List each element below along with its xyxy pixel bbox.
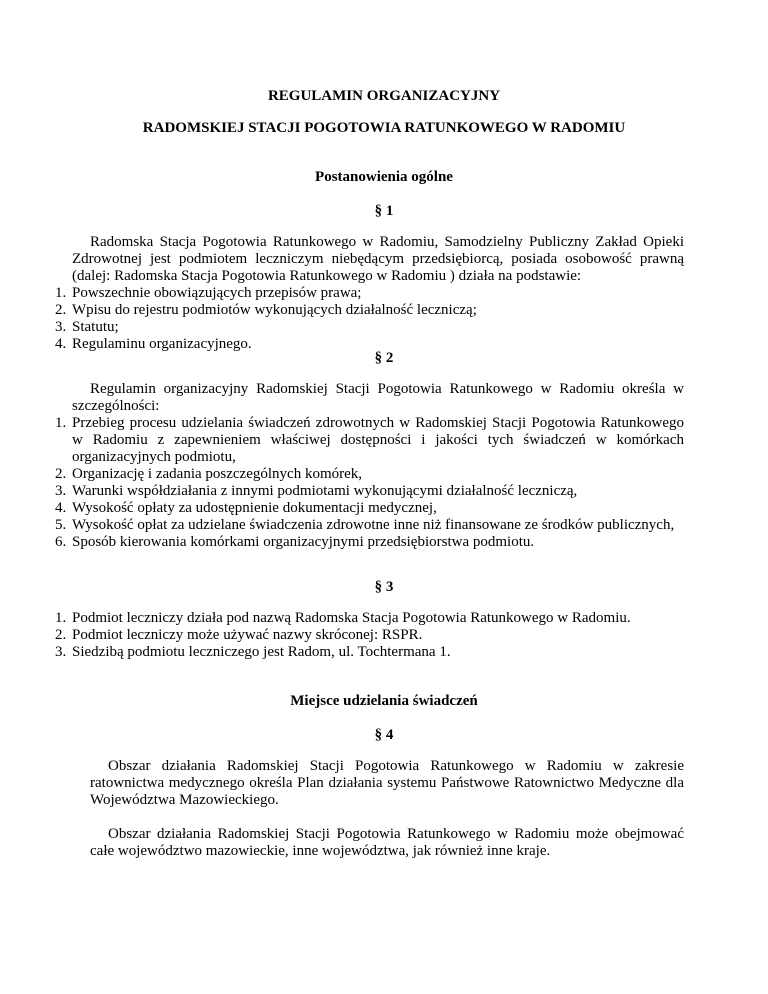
list-item-text: Statutu; bbox=[72, 319, 119, 335]
list-item-number: 5. bbox=[55, 517, 67, 533]
list-item-text: Organizację i zadania poszczególnych komórek, bbox=[72, 466, 363, 482]
list-item-text: Wysokość opłat za udzielane świadczenia zdrowotne inne niż finansowane ze środków publicznych, bbox=[72, 517, 675, 533]
paragraph-1-list bbox=[55, 285, 684, 353]
list-item bbox=[55, 534, 684, 551]
paragraph-2-intro: Regulamin organizacyjny Radomskiej Stacji Pogotowia Ratunkowego w Radomiu określa w szczególności: bbox=[72, 381, 684, 414]
list-item-text: Powszechnie obowiązujących przepisów prawa; bbox=[72, 285, 362, 301]
list-item-number: 1. bbox=[55, 415, 67, 431]
list-item-number: 4. bbox=[55, 500, 67, 516]
list-item-number: 2. bbox=[55, 466, 67, 482]
list-item-text: Siedzibą podmiotu leczniczego jest Radom, ul. Tochtermana 1. bbox=[72, 644, 451, 660]
document-title: REGULAMIN ORGANIZACYJNY bbox=[267, 88, 501, 104]
list-item-text: Regulaminu organizacyjnego. bbox=[72, 336, 252, 352]
document-subtitle: RADOMSKIEJ STACJI POGOTOWIA RATUNKOWEGO W RADOMIU bbox=[142, 120, 626, 136]
list-item-text: Podmiot leczniczy może używać nazwy skróconej: RSPR. bbox=[72, 627, 423, 643]
list-item-number: 2. bbox=[55, 302, 67, 318]
list-item-number: 2. bbox=[55, 627, 67, 643]
paragraph-symbol-4: § 4 bbox=[374, 727, 394, 743]
list-item-text: Warunki współdziałania z innymi podmiotami wykonującymi działalność leczniczą, bbox=[72, 483, 578, 499]
paragraph-1-intro: Radomska Stacja Pogotowia Ratunkowego w Radomiu, Samodzielny Publiczny Zakład Opieki Zdrowotnej jest podmiotem leczniczym niebędącym przedsiębiorcą, posiada osobowość prawną (dalej: Radomska Stacja Pogotowia Ratunkowego w Radomiu ) działa na podstawie: bbox=[72, 234, 684, 284]
list-item-number: 3. bbox=[55, 319, 67, 335]
list-item bbox=[55, 517, 684, 534]
paragraph-symbol-2: § 2 bbox=[374, 350, 394, 366]
list-item-text: Wpisu do rejestru podmiotów wykonujących działalność leczniczą; bbox=[72, 302, 477, 318]
list-item bbox=[55, 466, 684, 483]
list-item-number: 3. bbox=[55, 483, 67, 499]
section-heading-locations: Miejsce udzielania świadczeń bbox=[290, 693, 478, 709]
list-item-text: Sposób kierowania komórkami organizacyjnymi przedsiębiorstwa podmiotu. bbox=[72, 534, 535, 550]
section-heading-general: Postanowienia ogólne bbox=[315, 169, 453, 185]
paragraph-symbol-3: § 3 bbox=[374, 579, 394, 595]
list-item-number: 3. bbox=[55, 644, 67, 660]
list-item-number: 6. bbox=[55, 534, 67, 550]
paragraph-2-list bbox=[55, 415, 684, 551]
list-item-text: Wysokość opłaty za udostępnienie dokumentacji medycznej, bbox=[72, 500, 437, 516]
list-item-number: 4. bbox=[55, 336, 67, 352]
list-item-text: Przebieg procesu udzielania świadczeń zdrowotnych w Radomskiej Stacji Pogotowia Ratunkowego w Radomiu z zapewnieniem właściwej dostępności i jakości tych świadczeń w komórkach organizacyjnych podmiotu, bbox=[72, 415, 684, 465]
list-item bbox=[55, 415, 684, 466]
list-item bbox=[55, 610, 684, 627]
list-item bbox=[55, 500, 684, 517]
paragraph-symbol-1: § 1 bbox=[374, 203, 394, 219]
list-item bbox=[55, 285, 684, 302]
list-item-text: Podmiot leczniczy działa pod nazwą Radomska Stacja Pogotowia Ratunkowego w Radomiu. bbox=[72, 610, 631, 626]
list-item bbox=[55, 302, 684, 319]
paragraph-4-text-2: Obszar działania Radomskiej Stacji Pogotowia Ratunkowego w Radomiu może obejmować całe województwo mazowieckie, inne województwa, jak również inne kraje. bbox=[90, 826, 684, 859]
list-item bbox=[55, 319, 684, 336]
list-item bbox=[55, 644, 684, 661]
list-item bbox=[55, 483, 684, 500]
list-item-number: 1. bbox=[55, 285, 67, 301]
list-item bbox=[55, 627, 684, 644]
paragraph-3-list bbox=[55, 610, 684, 661]
paragraph-4-text-1: Obszar działania Radomskiej Stacji Pogotowia Ratunkowego w Radomiu w zakresie ratownictwa medycznego określa Plan działania systemu Państwowe Ratownictwo Medyczne dla Województwa Mazowieckiego. bbox=[90, 758, 684, 808]
list-item-number: 1. bbox=[55, 610, 67, 626]
